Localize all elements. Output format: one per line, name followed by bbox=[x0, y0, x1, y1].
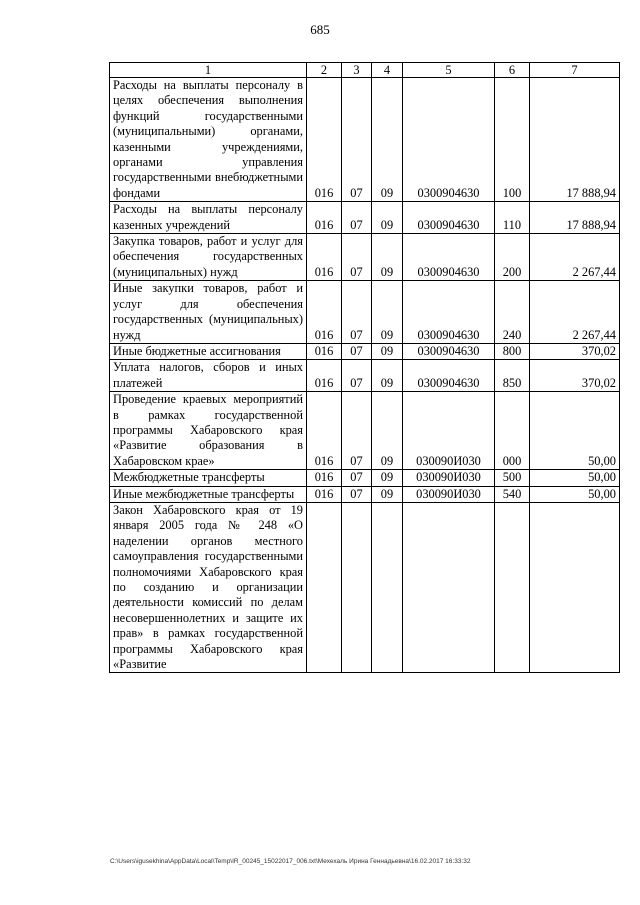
row-target-article: 0300904630 bbox=[403, 360, 495, 392]
row-target-article: 0300904630 bbox=[403, 202, 495, 234]
table-row bbox=[110, 202, 620, 234]
row-description: Расходы на выплаты персоналу казенных учреждений bbox=[110, 202, 307, 234]
header-col-4: 4 bbox=[372, 63, 403, 78]
row-expense-type: 800 bbox=[495, 343, 530, 359]
budget-table bbox=[109, 62, 620, 673]
row-target-article: 0300904630 bbox=[403, 78, 495, 202]
row-section: 07 bbox=[342, 78, 372, 202]
row-target-article: 030090И030 bbox=[403, 470, 495, 486]
row-expense-type: 000 bbox=[495, 392, 530, 470]
row-description: Иные бюджетные ассигнования bbox=[110, 343, 307, 359]
row-description: Межбюджетные трансферты bbox=[110, 470, 307, 486]
row-expense-type: 110 bbox=[495, 202, 530, 234]
row-subsection: 09 bbox=[372, 202, 403, 234]
row-description: Иные закупки товаров, работ и услуг для обеспечения государственных (муниципальных) нужд bbox=[110, 281, 307, 344]
row-description: Закон Хабаровского края от 19 января 2005 года № 248 «О наделении органов местного самоуправления государственными полномочиями Хабаровского края по созданию и организации деятельности комиссий по делам несовершеннолетних и защите их прав» в рамках государственной программы Хабаровского края «Развитие bbox=[110, 502, 307, 672]
row-subsection bbox=[372, 502, 403, 672]
row-code: 016 bbox=[307, 360, 342, 392]
row-target-article: 0300904630 bbox=[403, 281, 495, 344]
row-section: 07 bbox=[342, 360, 372, 392]
header-col-2: 2 bbox=[307, 63, 342, 78]
footer-file-path: C:\Users\igusekhina\AppData\Local\Temp\IR_00245_15022017_006.txt\Мехехаль Ирина Геннадьевна\16.02.2017 16:33:32 bbox=[110, 858, 471, 865]
row-section: 07 bbox=[342, 202, 372, 234]
row-subsection: 09 bbox=[372, 470, 403, 486]
row-amount bbox=[530, 502, 620, 672]
row-expense-type: 240 bbox=[495, 281, 530, 344]
row-amount: 17 888,94 bbox=[530, 202, 620, 234]
header-col-6: 6 bbox=[495, 63, 530, 78]
row-section: 07 bbox=[342, 234, 372, 281]
row-code: 016 bbox=[307, 281, 342, 344]
row-target-article: 030090И030 bbox=[403, 392, 495, 470]
row-description: Иные межбюджетные трансферты bbox=[110, 486, 307, 502]
row-code: 016 bbox=[307, 78, 342, 202]
row-description: Закупка товаров, работ и услуг для обеспечения государственных (муниципальных) нужд bbox=[110, 234, 307, 281]
table-row bbox=[110, 502, 620, 672]
row-code: 016 bbox=[307, 392, 342, 470]
row-code bbox=[307, 502, 342, 672]
table-row bbox=[110, 234, 620, 281]
header-col-5: 5 bbox=[403, 63, 495, 78]
row-section: 07 bbox=[342, 470, 372, 486]
row-code: 016 bbox=[307, 234, 342, 281]
row-section bbox=[342, 502, 372, 672]
table-row bbox=[110, 78, 620, 202]
row-code: 016 bbox=[307, 470, 342, 486]
row-target-article: 0300904630 bbox=[403, 234, 495, 281]
table-row bbox=[110, 486, 620, 502]
header-row bbox=[110, 63, 620, 78]
row-amount: 50,00 bbox=[530, 470, 620, 486]
table-row bbox=[110, 281, 620, 344]
header-col-7: 7 bbox=[530, 63, 620, 78]
row-description: Проведение краевых мероприятий в рамках государственной программы Хабаровского края «Развитие образования в Хабаровском крае» bbox=[110, 392, 307, 470]
row-section: 07 bbox=[342, 392, 372, 470]
row-amount: 17 888,94 bbox=[530, 78, 620, 202]
row-subsection: 09 bbox=[372, 78, 403, 202]
row-description: Расходы на выплаты персоналу в целях обеспечения выполнения функций государственными (муниципальными) органами, казенными учреждениями, органами управления государственными внебюджетными фондами bbox=[110, 78, 307, 202]
row-code: 016 bbox=[307, 343, 342, 359]
row-target-article bbox=[403, 502, 495, 672]
row-expense-type: 500 bbox=[495, 470, 530, 486]
row-section: 07 bbox=[342, 486, 372, 502]
table-row bbox=[110, 392, 620, 470]
row-section: 07 bbox=[342, 281, 372, 344]
row-subsection: 09 bbox=[372, 486, 403, 502]
row-amount: 50,00 bbox=[530, 486, 620, 502]
row-expense-type bbox=[495, 502, 530, 672]
row-expense-type: 200 bbox=[495, 234, 530, 281]
row-expense-type: 100 bbox=[495, 78, 530, 202]
row-target-article: 0300904630 bbox=[403, 343, 495, 359]
row-amount: 2 267,44 bbox=[530, 281, 620, 344]
row-amount: 50,00 bbox=[530, 392, 620, 470]
row-target-article: 030090И030 bbox=[403, 486, 495, 502]
row-subsection: 09 bbox=[372, 392, 403, 470]
row-description: Уплата налогов, сборов и иных платежей bbox=[110, 360, 307, 392]
table-row bbox=[110, 343, 620, 359]
header-col-3: 3 bbox=[342, 63, 372, 78]
row-expense-type: 850 bbox=[495, 360, 530, 392]
row-subsection: 09 bbox=[372, 234, 403, 281]
row-code: 016 bbox=[307, 202, 342, 234]
row-expense-type: 540 bbox=[495, 486, 530, 502]
page-number: 685 bbox=[310, 22, 330, 37]
header-col-1: 1 bbox=[110, 63, 307, 78]
row-section: 07 bbox=[342, 343, 372, 359]
row-subsection: 09 bbox=[372, 343, 403, 359]
row-subsection: 09 bbox=[372, 281, 403, 344]
row-amount: 2 267,44 bbox=[530, 234, 620, 281]
row-amount: 370,02 bbox=[530, 343, 620, 359]
table-row bbox=[110, 470, 620, 486]
table-row bbox=[110, 360, 620, 392]
row-code: 016 bbox=[307, 486, 342, 502]
row-subsection: 09 bbox=[372, 360, 403, 392]
row-amount: 370,02 bbox=[530, 360, 620, 392]
